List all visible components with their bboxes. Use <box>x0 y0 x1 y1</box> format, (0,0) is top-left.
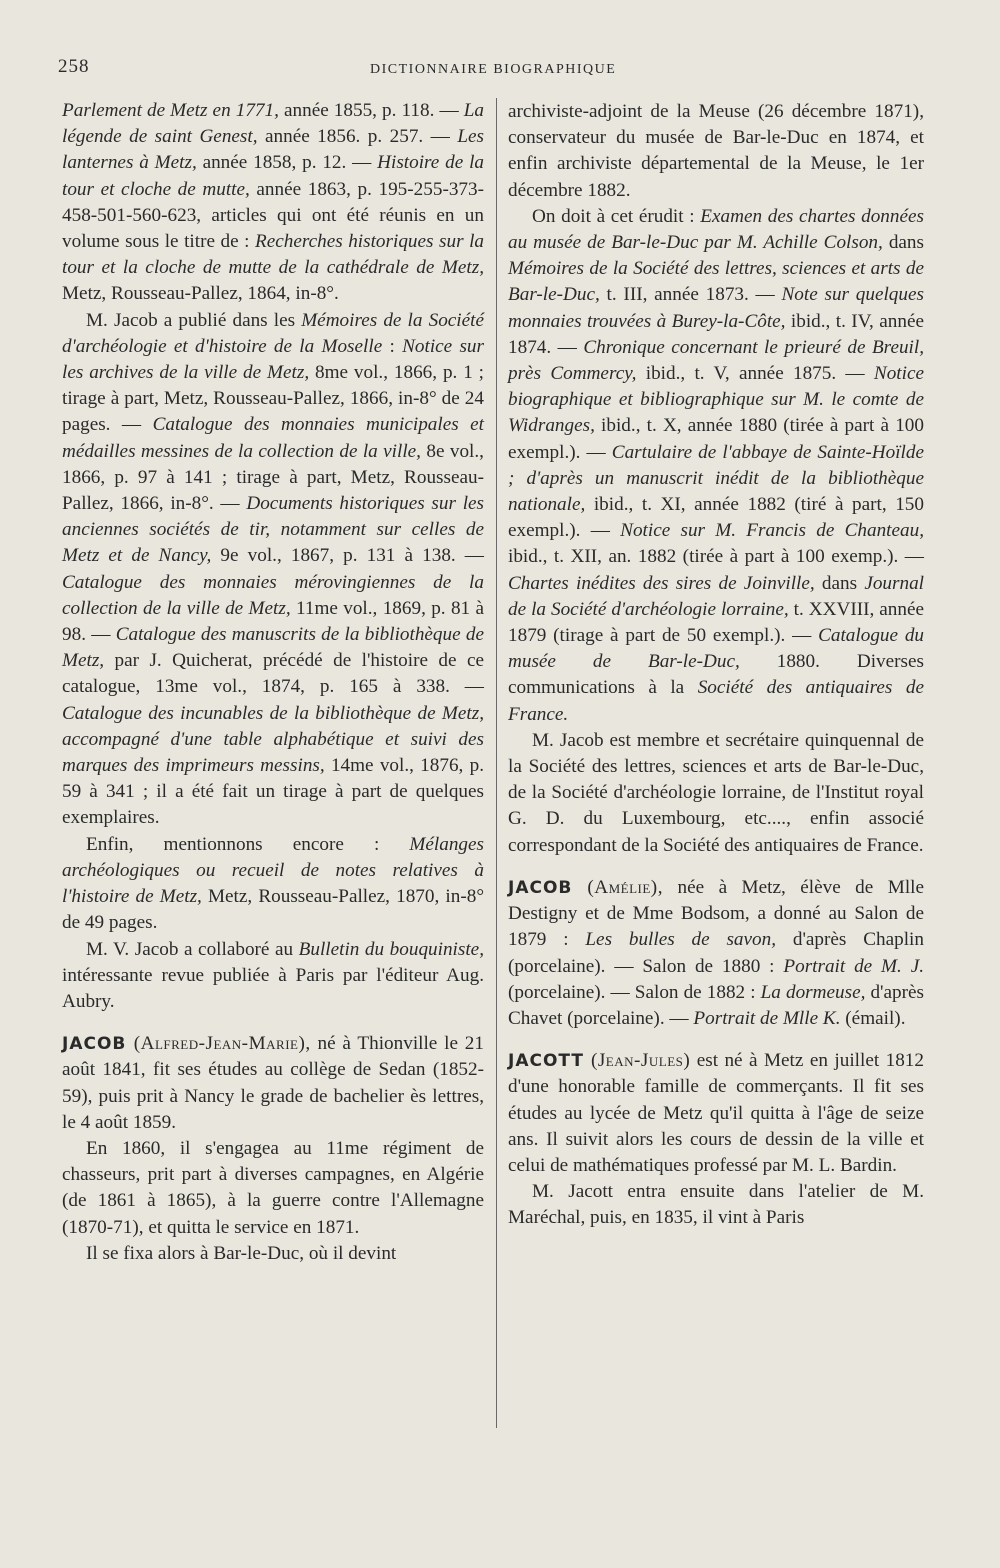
italic-title: Notice sur les archives de la ville de Metz, <box>62 335 484 384</box>
entry-given-names: (Alfred-Jean-Marie), <box>126 1033 311 1055</box>
text-run: née à Metz, élève de Mlle Destigny et de Mme Bodsom, a donné au Salon de 1879 : <box>508 876 924 951</box>
paragraph: M. Jacott entra ensuite dans l'atelier de M. Maréchal, puis, en 1835, il vint à Paris <box>508 1181 924 1229</box>
italic-title: Histoire de la tour et cloche de mutte, <box>62 152 484 200</box>
text-run: : <box>382 335 403 357</box>
italic-title: Parlement de Metz en 1771, <box>62 100 279 121</box>
right-column <box>508 99 924 1232</box>
text-run: Enfin, mentionnons encore : <box>86 833 410 855</box>
text-run: 14me vol., 1876, p. 59 à 341 ; il a été fait un tirage à part de quelques exemplaires. <box>62 755 484 829</box>
italic-title: Note sur quelques monnaies trouvées à Burey-la-Côte, <box>508 284 924 332</box>
paragraph <box>62 98 484 308</box>
entry-given-names: (Amélie), <box>572 876 663 898</box>
italic-title: Les bulles de savon, <box>585 929 777 951</box>
italic-title: Société des antiquaires de France. <box>508 677 924 725</box>
text-run: année 1856. p. 257. — <box>257 126 458 148</box>
paragraph <box>508 204 924 728</box>
text-run: d'après Chavet (porcelaine). — <box>508 981 924 1029</box>
biography-entry <box>62 1031 484 1136</box>
italic-title: Les lanternes à Metz, <box>62 126 484 174</box>
italic-title: Chronique concernant le prieuré de Breuil, près Commercy, <box>508 336 925 385</box>
entry-headword: JACOTT <box>508 1051 584 1072</box>
biography-entry <box>508 875 924 1032</box>
page-header <box>58 54 628 84</box>
italic-title: Catalogue des incunables de la bibliothèque de Metz, accompagné d'une table alphabétique et suivi des marques des imprimeurs messins, <box>62 702 484 777</box>
paragraph <box>62 308 484 832</box>
text-run: M. Jacob a publié dans les <box>86 309 302 331</box>
text-run: ibid., t. X, année 1880 (tirée à part à 100 exempl.). — <box>508 415 924 463</box>
biography-entry <box>508 1048 924 1179</box>
paragraph: M. Jacob est membre et secrétaire quinquennal de la Société des lettres, sciences et arts de Bar-le-Duc, de la Société d'archéologie lorraine, de l'Institut royal G. D. du Luxembourg, etc...., enfin associé correspondant de la Société des antiquaires de France. <box>508 729 924 856</box>
text-run: est né à Metz en juillet 1812 d'une honorable famille de commerçants. Il fit ses études au lycée de Metz qu'il quitta à l'âge de seize ans. Il suivit alors les cours de dessin de la ville et celui de mathématiques professé par M. L. Bardin. <box>508 1050 924 1176</box>
italic-title: Examen des chartes données au musée de Bar-le-Duc par M. Achille Colson, <box>508 205 924 254</box>
paragraph: En 1860, il s'engagea au 11me régiment de chasseurs, prit part à diverses campagnes, en Algérie (de 1861 à 1865), à la guerre contre l'Allemagne (1870-71), et quitta le service en 1871. <box>62 1137 484 1238</box>
text-run: ibid., t. XI, année 1882 (tiré à part, 150 exempl.). — <box>508 494 924 542</box>
text-run: ibid., t. V, année 1875. — <box>636 363 874 385</box>
paragraph <box>62 832 484 937</box>
text-run: ibid., t. IV, année 1874. — <box>508 310 924 358</box>
text-run: année 1855, p. 118. — <box>278 100 464 121</box>
text-run: d'après Chaplin (porcelaine). — Salon de 1880 : <box>508 929 924 977</box>
text-run: dans <box>882 232 924 254</box>
entry-headword: JACOB <box>62 1034 127 1055</box>
italic-title: Mémoires de la Société d'archéologie et d'histoire de la Moselle <box>62 309 484 357</box>
text-run: 8e vol., 1866, p. 97 à 141 ; tirage à part, Metz, Rousseau-Pallez, 1866, in-8°. — <box>62 440 484 515</box>
text-run: Metz, Rousseau-Pallez, 1870, in-8° de 49 pages. <box>62 886 484 934</box>
italic-title: Catalogue du musée de Bar-le-Duc, <box>508 625 925 673</box>
italic-title: Chartes inédites des sires de Joinville, <box>508 572 815 594</box>
left-column <box>62 98 484 1267</box>
paragraph: Il se fixa alors à Bar-le-Duc, où il devint <box>86 1242 397 1264</box>
italic-title: Recherches historiques sur la tour et la cloche de mutte de la cathédrale de Metz, <box>62 231 484 279</box>
italic-title: Notice biographique et bibliographique sur M. le comte de Widranges, <box>508 363 924 437</box>
text-run: Metz, Rousseau-Pallez, 1864, in-8°. <box>62 283 339 305</box>
text-run: (porcelaine). — Salon de 1882 : <box>508 981 761 1003</box>
text-run: 8me vol., 1866, p. 1 ; tirage à part, Metz, Rousseau-Pallez, 1866, in-8° de 24 pages. — <box>62 362 485 436</box>
text-run: année 1863, p. 195-255-373-458-501-560-623, articles qui ont été réunis en un volume sous le titre de : <box>62 178 484 253</box>
italic-title: Mélanges archéologiques ou recueil de notes relatives à l'histoire de Metz, <box>62 833 484 908</box>
entry-headword: JACOB <box>508 877 573 898</box>
text-run: ibid., t. XII, an. 1882 (tirée à part à 100 exemp.). — <box>508 546 924 568</box>
text-run: 9e vol., 1867, p. 131 à 138. — <box>211 545 484 567</box>
text-run: On doit à cet érudit : <box>532 205 701 227</box>
text-run: 11me vol., 1869, p. 81 à 98. — <box>62 597 484 646</box>
italic-title: Bulletin du bouquiniste, <box>298 938 484 960</box>
text-run: 1880. Diverses communications à la <box>508 651 924 699</box>
column-divider <box>496 98 497 1428</box>
running-title: DICTIONNAIRE BIOGRAPHIQUE <box>370 62 617 77</box>
italic-title: Portrait de M. J. <box>783 955 925 977</box>
italic-title: Catalogue des monnaies municipales et médailles messines de la collection de la ville, <box>62 414 485 462</box>
italic-title: Portrait de Mlle K. <box>693 1007 841 1029</box>
text-run: t. III, année 1873. — <box>599 284 782 306</box>
text-run: t. XXVIII, année 1879 (tirage à part de 50 exempl.). — <box>508 598 924 647</box>
italic-title: Catalogue des manuscrits de la bibliothèque de Metz, <box>62 624 485 672</box>
text-run: dans <box>814 572 865 594</box>
text-run: M. V. Jacob a collaboré au <box>86 938 299 960</box>
italic-title: La dormeuse, <box>760 981 866 1003</box>
text-run: né à Thionville le 21 août 1841, fit ses études au collège de Sedan (1852-59), puis prit à Nancy le grade de bachelier ès lettres, le 4 août 1859. <box>62 1033 484 1133</box>
text-run: année 1858, p. 12. — <box>196 152 378 174</box>
page-number: 258 <box>58 56 90 77</box>
text-run: intéressante revue publiée à Paris par l'éditeur Aug. Aubry. <box>62 964 484 1012</box>
italic-title: Journal de la Société d'archéologie lorraine, <box>508 572 925 620</box>
text-run: (émail). <box>840 1007 906 1029</box>
italic-title: Notice sur M. Francis de Chanteau, <box>620 520 924 542</box>
italic-title: Documents historiques sur les anciennes sociétés de tir, notamment sur celles de Metz et de Nancy, <box>62 493 485 567</box>
entry-given-names: (Jean-Jules) <box>584 1050 691 1072</box>
italic-title: Cartulaire de l'abbaye de Sainte-Hoïlde ; d'après un manuscrit inédit de la bibliothèque nationale, <box>508 441 924 516</box>
paragraph: archiviste-adjoint de la Meuse (26 décembre 1871), conservateur du musée de Bar-le-Duc en 1874, et enfin archiviste départemental de la Meuse, le 1er décembre 1882. <box>508 101 924 201</box>
paragraph <box>62 937 484 1016</box>
text-run: par J. Quicherat, précédé de l'histoire de ce catalogue, 13me vol., 1874, p. 165 à 338. — <box>62 650 484 698</box>
italic-title: Mémoires de la Société des lettres, sciences et arts de Bar-le-Duc, <box>508 258 924 306</box>
italic-title: La légende de saint Genest, <box>62 100 484 148</box>
italic-title: Catalogue des monnaies mérovingiennes de la collection de la ville de Metz, <box>62 571 484 619</box>
